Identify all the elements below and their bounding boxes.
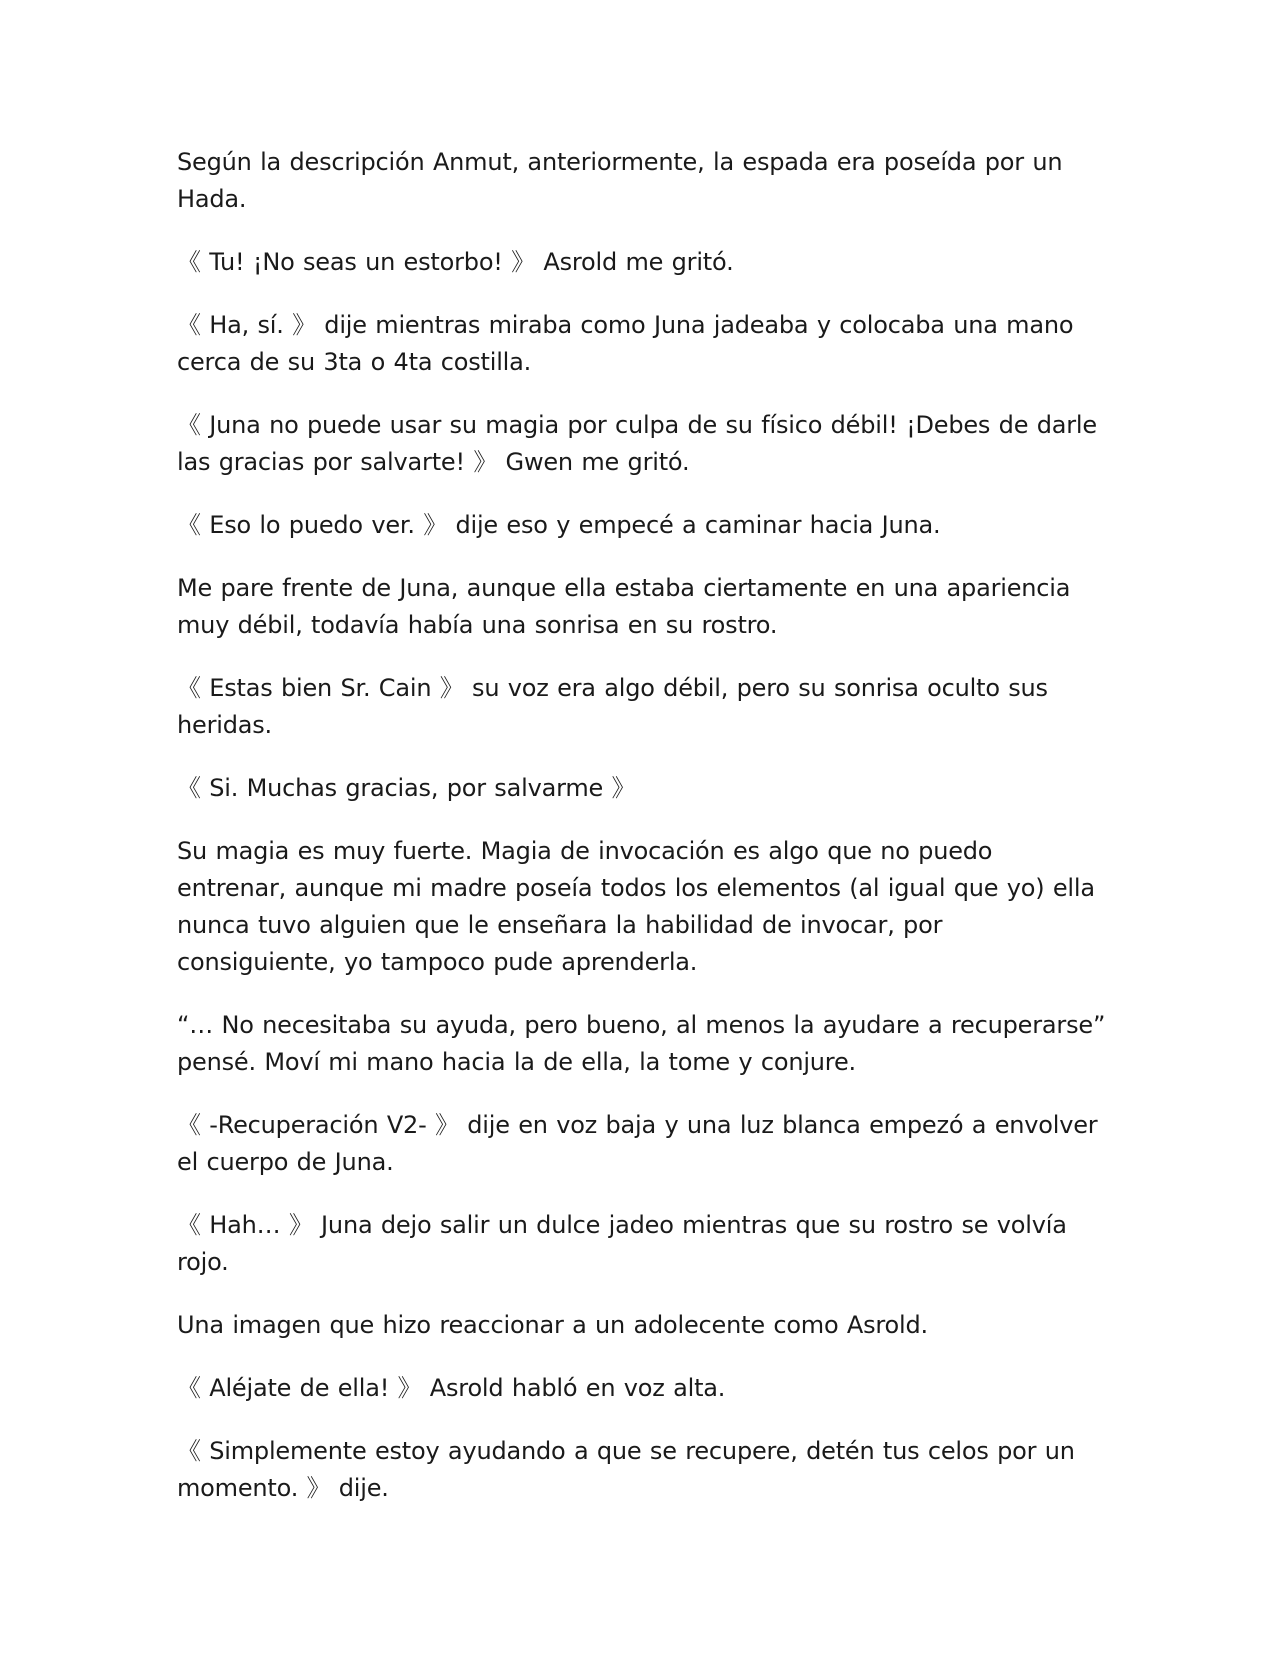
paragraph: 《 Hah… 》 Juna dejo salir un dulce jadeo mientras que su rostro se volvía rojo. xyxy=(177,1211,1067,1276)
paragraph: Según la descripción Anmut, anteriormente, la espada era poseída por un Hada. xyxy=(177,148,1063,213)
paragraph: Su magia es muy fuerte. Magia de invocación es algo que no puedo entrenar, aunque mi madre poseía todos los elementos (al igual que yo) ella nunca tuvo alguien que le enseñara la habilidad de invocar, por consiguiente, yo tampoco pude aprenderla. xyxy=(177,837,1095,976)
paragraph: 《 Eso lo puedo ver. 》 dije eso y empecé a caminar hacia Juna. xyxy=(177,511,941,539)
paragraph: 《 Si. Muchas gracias, por salvarme 》 xyxy=(177,774,636,802)
paragraph: 《 Ha, sí. 》 dije mientras miraba como Juna jadeaba y colocaba una mano cerca de su 3ta o 4ta costilla. xyxy=(177,311,1074,376)
paragraph: Me pare frente de Juna, aunque ella estaba ciertamente en una apariencia muy débil, todavía había una sonrisa en su rostro. xyxy=(177,574,1071,639)
document-body xyxy=(177,144,1107,1533)
paragraph: 《 Aléjate de ella! 》 Asrold habló en voz alta. xyxy=(177,1374,726,1402)
paragraph: “… No necesitaba su ayuda, pero bueno, al menos la ayudare a recuperarse” pensé. Moví mi mano hacia la de ella, la tome y conjure. xyxy=(177,1011,1106,1076)
paragraph: 《 Simplemente estoy ayudando a que se recupere, detén tus celos por un momento. 》 dije. xyxy=(177,1437,1075,1502)
paragraph: 《 Tu! ¡No seas un estorbo! 》 Asrold me gritó. xyxy=(177,248,734,276)
paragraph: Una imagen que hizo reaccionar a un adolecente como Asrold. xyxy=(177,1311,928,1339)
paragraph: 《 -Recuperación V2- 》 dije en voz baja y una luz blanca empezó a envolver el cuerpo de Juna. xyxy=(177,1111,1098,1176)
paragraph: 《 Juna no puede usar su magia por culpa de su físico débil! ¡Debes de darle las gracias por salvarte! 》 Gwen me gritó. xyxy=(177,411,1097,476)
paragraph: 《 Estas bien Sr. Cain 》 su voz era algo débil, pero su sonrisa oculto sus heridas. xyxy=(177,674,1048,739)
